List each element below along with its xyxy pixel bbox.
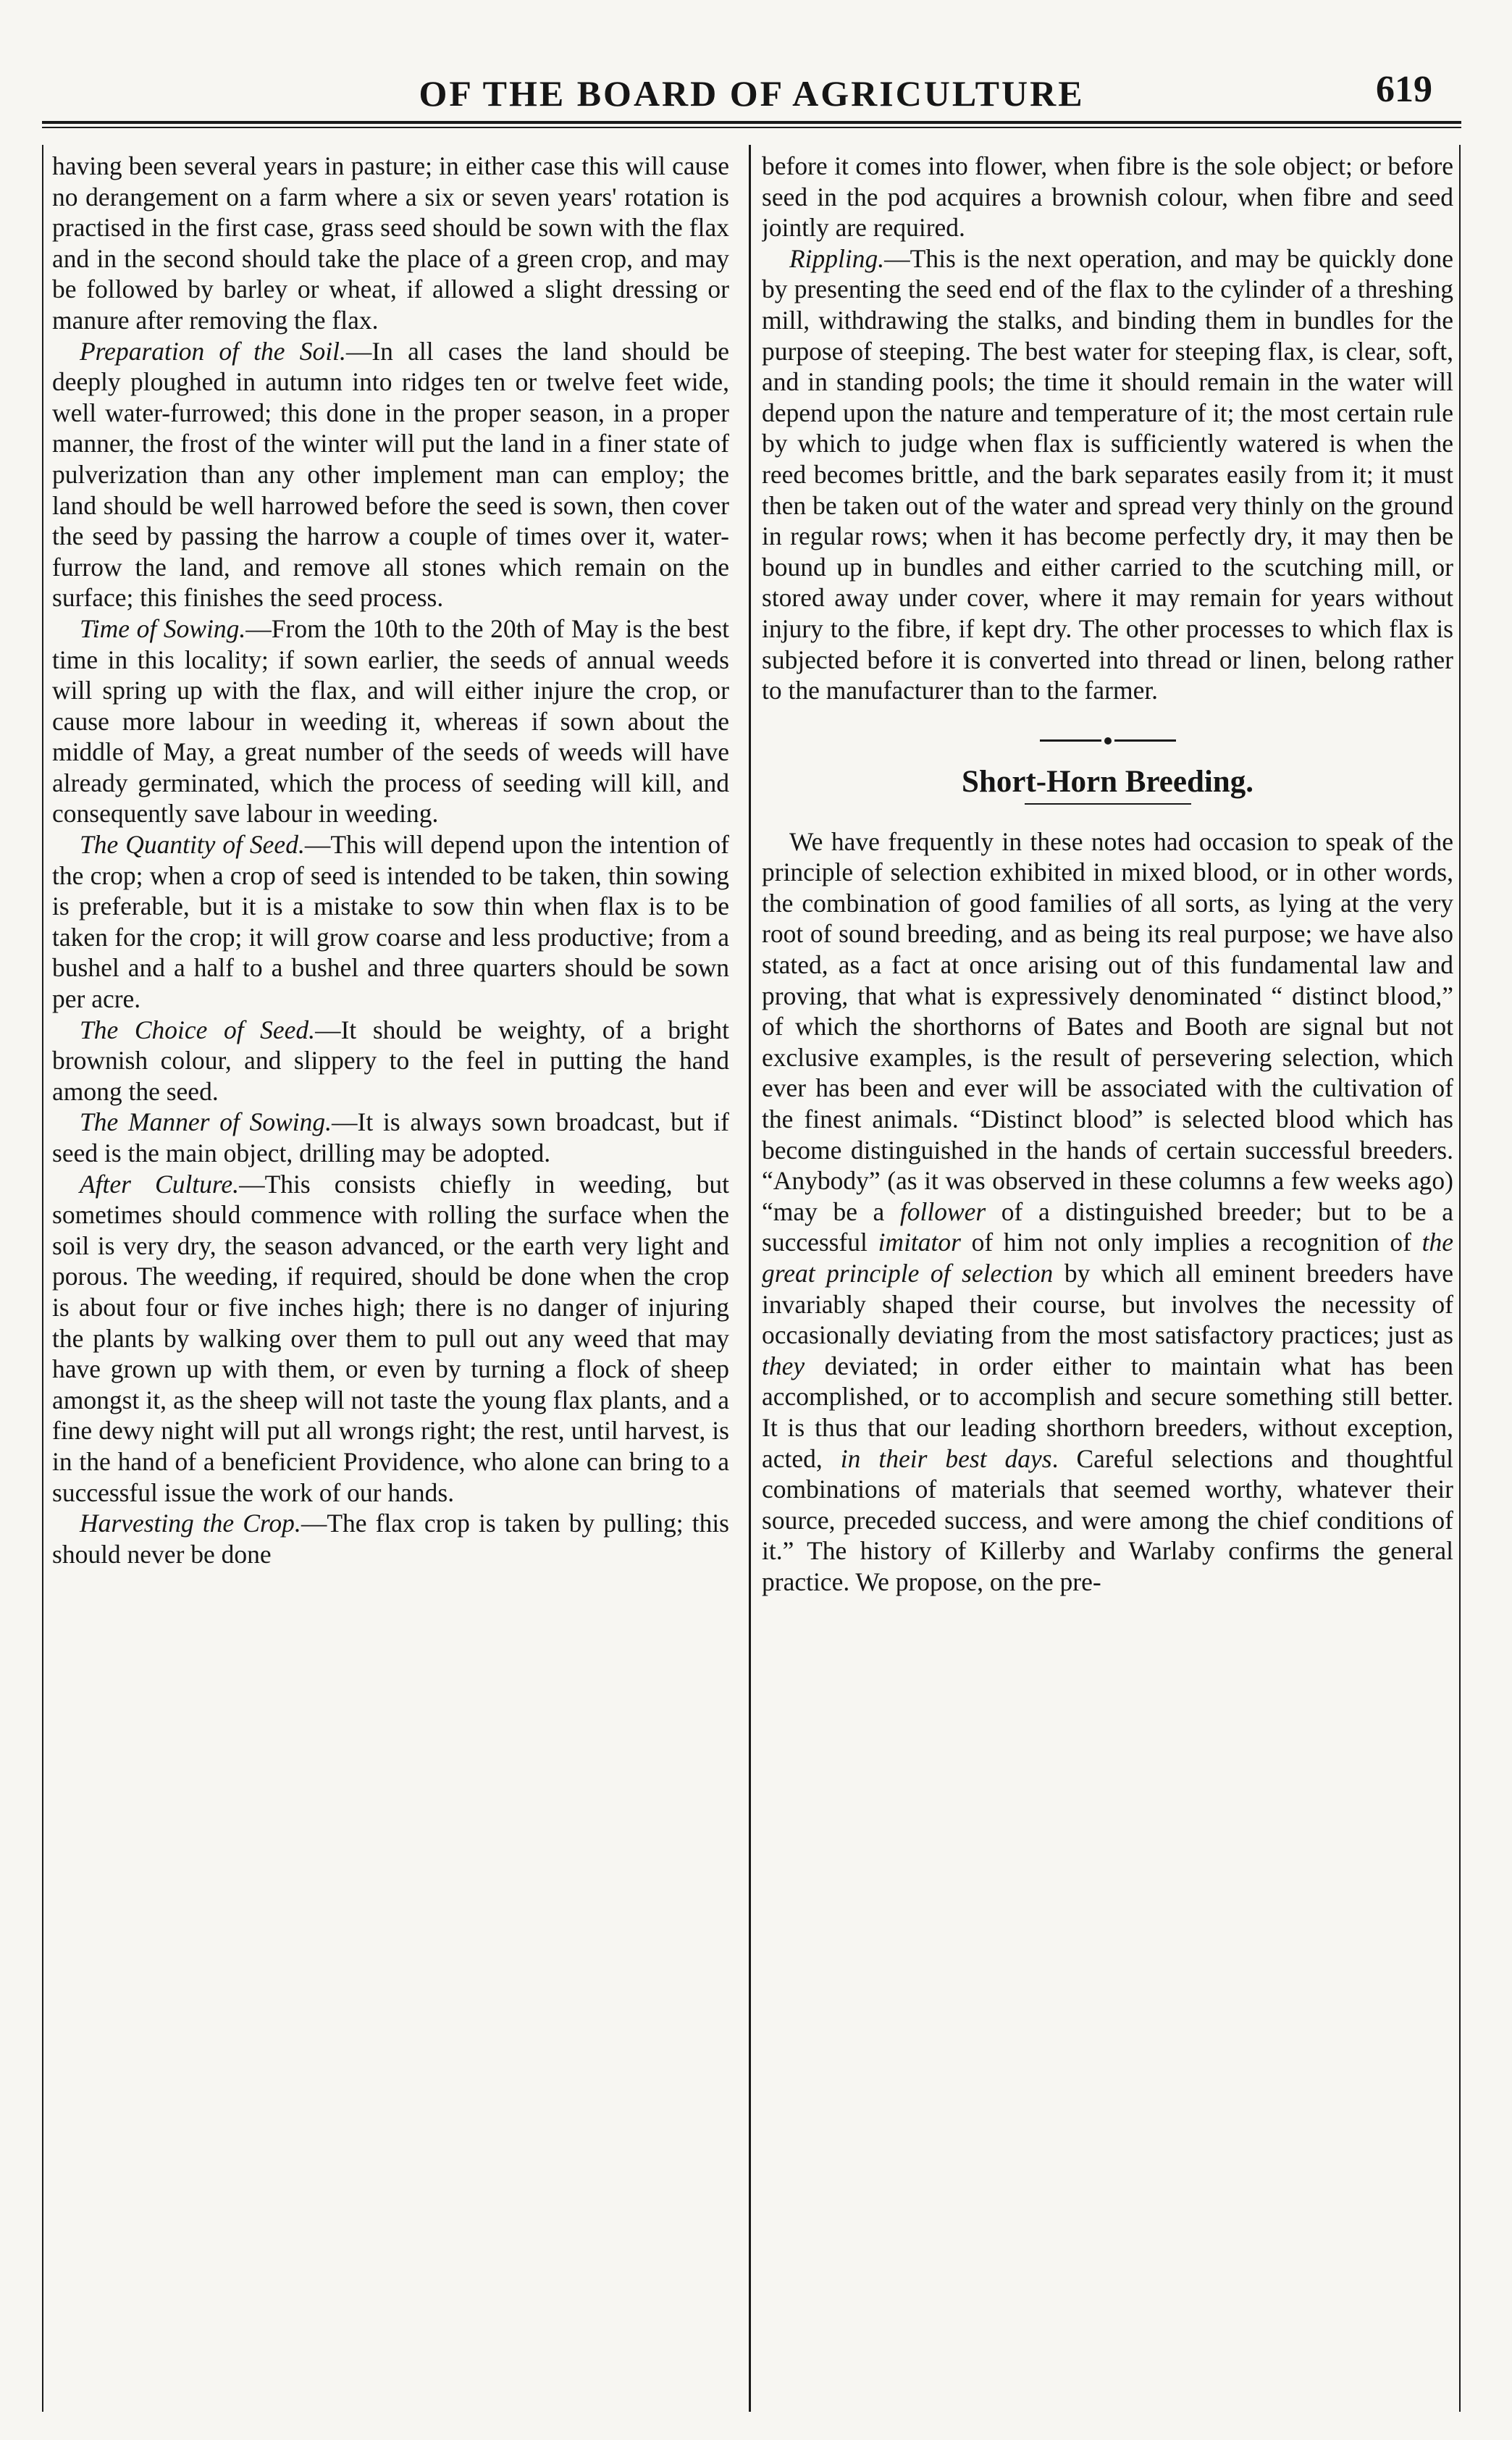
paragraph: Preparation of the Soil.—In all cases the land should be deeply ploughed in autumn into ridges ten or twelve feet wide, well water-furrowed; this done in the proper season, in a proper manner, the frost of the winter will put the land in a finer state of pulverization than any other implement man can employ; the land should be well harrowed before the seed is sown, then cover the seed by passing the harrow a couple of times over it, water-furrow the land, and remove all stones which remain on the surface; this finishes the seed process. <box>52 336 729 613</box>
page-number: 619 <box>1376 69 1432 110</box>
paragraph: Harvesting the Crop.—The flax crop is taken by pulling; this should never be done <box>52 1509 729 1569</box>
paragraph: Rippling.—This is the next operation, and may be quickly done by presenting the seed end of the flax to the cylinder of a threshing mill, withdrawing the stalks, and binding them in bundles for the purpose of steeping. The best water for steeping flax, is clear, soft, and in standing pools; the time it should remain in the water will depend upon the nature and temperature of it; the most certain rule by which to judge when flax is sufficiently watered is when the reed becomes brittle, and the bark separates easily from it; it must then be taken out of the water and spread very thinly on the ground in regular rows; when it has become perfectly dry, it may then be bound up in bundles and either carried to the scutching mill, or stored away under cover, where it may remain for years without injury to the fibre, if kept dry. The other processes to which flax is subjected before it is converted into thread or linen, belong rather to the manufacturer than to the farmer. <box>762 243 1453 705</box>
ornament-line <box>1114 739 1176 742</box>
subheading: After Culture. <box>80 1169 240 1199</box>
subheading: The Choice of Seed. <box>80 1015 316 1044</box>
subheading: Time of Sowing. <box>80 613 246 643</box>
column-divider <box>749 145 751 2412</box>
paragraph: The Manner of Sowing.—It is always sown broadcast, but if seed is the main object, drilling may be adopted. <box>52 1107 729 1167</box>
subheading: The Quantity of Seed. <box>80 830 305 860</box>
emphasis: follower <box>899 1196 986 1226</box>
section-ornament <box>762 734 1453 748</box>
right-border-rule <box>1459 145 1461 2412</box>
section-title: Short-Horn Breeding. <box>962 764 1253 799</box>
emphasis: the great principle of selection <box>762 1228 1453 1288</box>
right-column <box>762 151 1453 2432</box>
emphasis: imitator <box>878 1228 961 1257</box>
page-header <box>42 52 1461 125</box>
left-column <box>52 151 729 2432</box>
left-border-rule <box>42 145 43 2412</box>
subheading: Rippling. <box>789 243 885 273</box>
running-head: OF THE BOARD OF AGRICULTURE <box>419 73 1085 114</box>
subheading: Harvesting the Crop. <box>80 1509 301 1538</box>
header-rule-thin <box>42 127 1461 128</box>
emphasis: in their best days <box>840 1443 1052 1473</box>
paragraph: The Quantity of Seed.—This will depend upon the intention of the crop; when a crop of seed is intended to be taken, thin sowing is preferable, but it is a mistake to sow thin when flax is to be taken for the crop; it will grow coarse and less productive; from a bushel and a half to a bushel and three quarters should be sown per acre. <box>52 830 729 1014</box>
paragraph: Time of Sowing.—From the 10th to the 20th of May is the best time in this locality; if sown earlier, the seeds of annual weeds will spring up with the flax, and will either injure the crop, or cause more labour in weeding it, whereas if sown about the middle of May, a great number of the seeds of weeds will have already germinated, which the process of seeding will kill, and consequently save labour in weeding. <box>52 613 729 829</box>
ornament-line <box>1040 739 1101 742</box>
header-rule <box>42 121 1461 124</box>
ornament-dot <box>1104 737 1112 745</box>
paragraph: before it comes into flower, when fibre is the sole object; or before seed in the pod acquires a brownish colour, when fibre and seed jointly are required. <box>762 151 1453 243</box>
paragraph: After Culture.—This consists chiefly in weeding, but sometimes should commence with rolling the surface when the soil is very dry, the season advanced, or the earth very light and porous. The weeding, if required, should be done when the crop is about four or five inches high; there is no danger of injuring the plants by walking over them to pull out any weed that may have grown up with them, or even by turning a flock of sheep amongst it, as the sheep will not taste the young flax plants, and a fine dewy night will put all wrongs right; the rest, until harvest, is in the hand of a beneficient Providence, who alone can bring to a successful issue the work of our hands. <box>52 1169 729 1507</box>
emphasis: they <box>762 1351 805 1380</box>
title-underline <box>1025 803 1191 805</box>
subheading: The Manner of Sowing. <box>80 1107 332 1137</box>
paragraph: We have frequently in these notes had occasion to speak of the principle of selection exhibited in mixed blood, or in other words, the combination of good families of all sorts, as lying at the very root of sound breeding, and as being its real purpose; we have also stated, as a fact at once arising out of this fundamental law and proving, that what is expressively denominated “ distinct blood,” of which the shorthorns of Bates and Booth are signal but not exclusive examples, is the result of persevering selection, which ever has been and ever will be associated with the cultivation of the finest animals. “Distinct blood” is selected blood which has become distinguished in the hands of certain successful breeders. “Anybody” (as it was observed in these columns a few weeks ago) “may be a follower of a distinguished breeder; but to be a successful imitator of him not only implies a recognition of the great principle of selection by which all eminent breeders have invariably shaped their course, but involves the necessity of occasionally deviating from the most satisfactory practices; just as they deviated; in order either to maintain what has been accomplished, or to accomplish and secure something still better. It is thus that our leading shorthorn breeders, without exception, acted, in their best days. Careful selections and thoughtful combinations of materials that seemed worthy, whatever their source, preceded success, and were among the chief conditions of it.” The history of Killerby and Warlaby confirms the general practice. We propose, on the pre- <box>762 826 1453 1596</box>
paragraph: having been several years in pasture; in either case this will cause no derangement on a farm where a six or seven years' rotation is practised in the first case, grass seed should be sown with the flax and in the second should take the place of a green crop, and may be followed by barley or wheat, if allowed a slight dressing or manure after removing the flax. <box>52 151 729 335</box>
paragraph: The Choice of Seed.—It should be weighty, of a bright brownish colour, and slippery to the feel in putting the hand among the seed. <box>52 1015 729 1106</box>
subheading: Preparation of the Soil. <box>80 336 346 366</box>
